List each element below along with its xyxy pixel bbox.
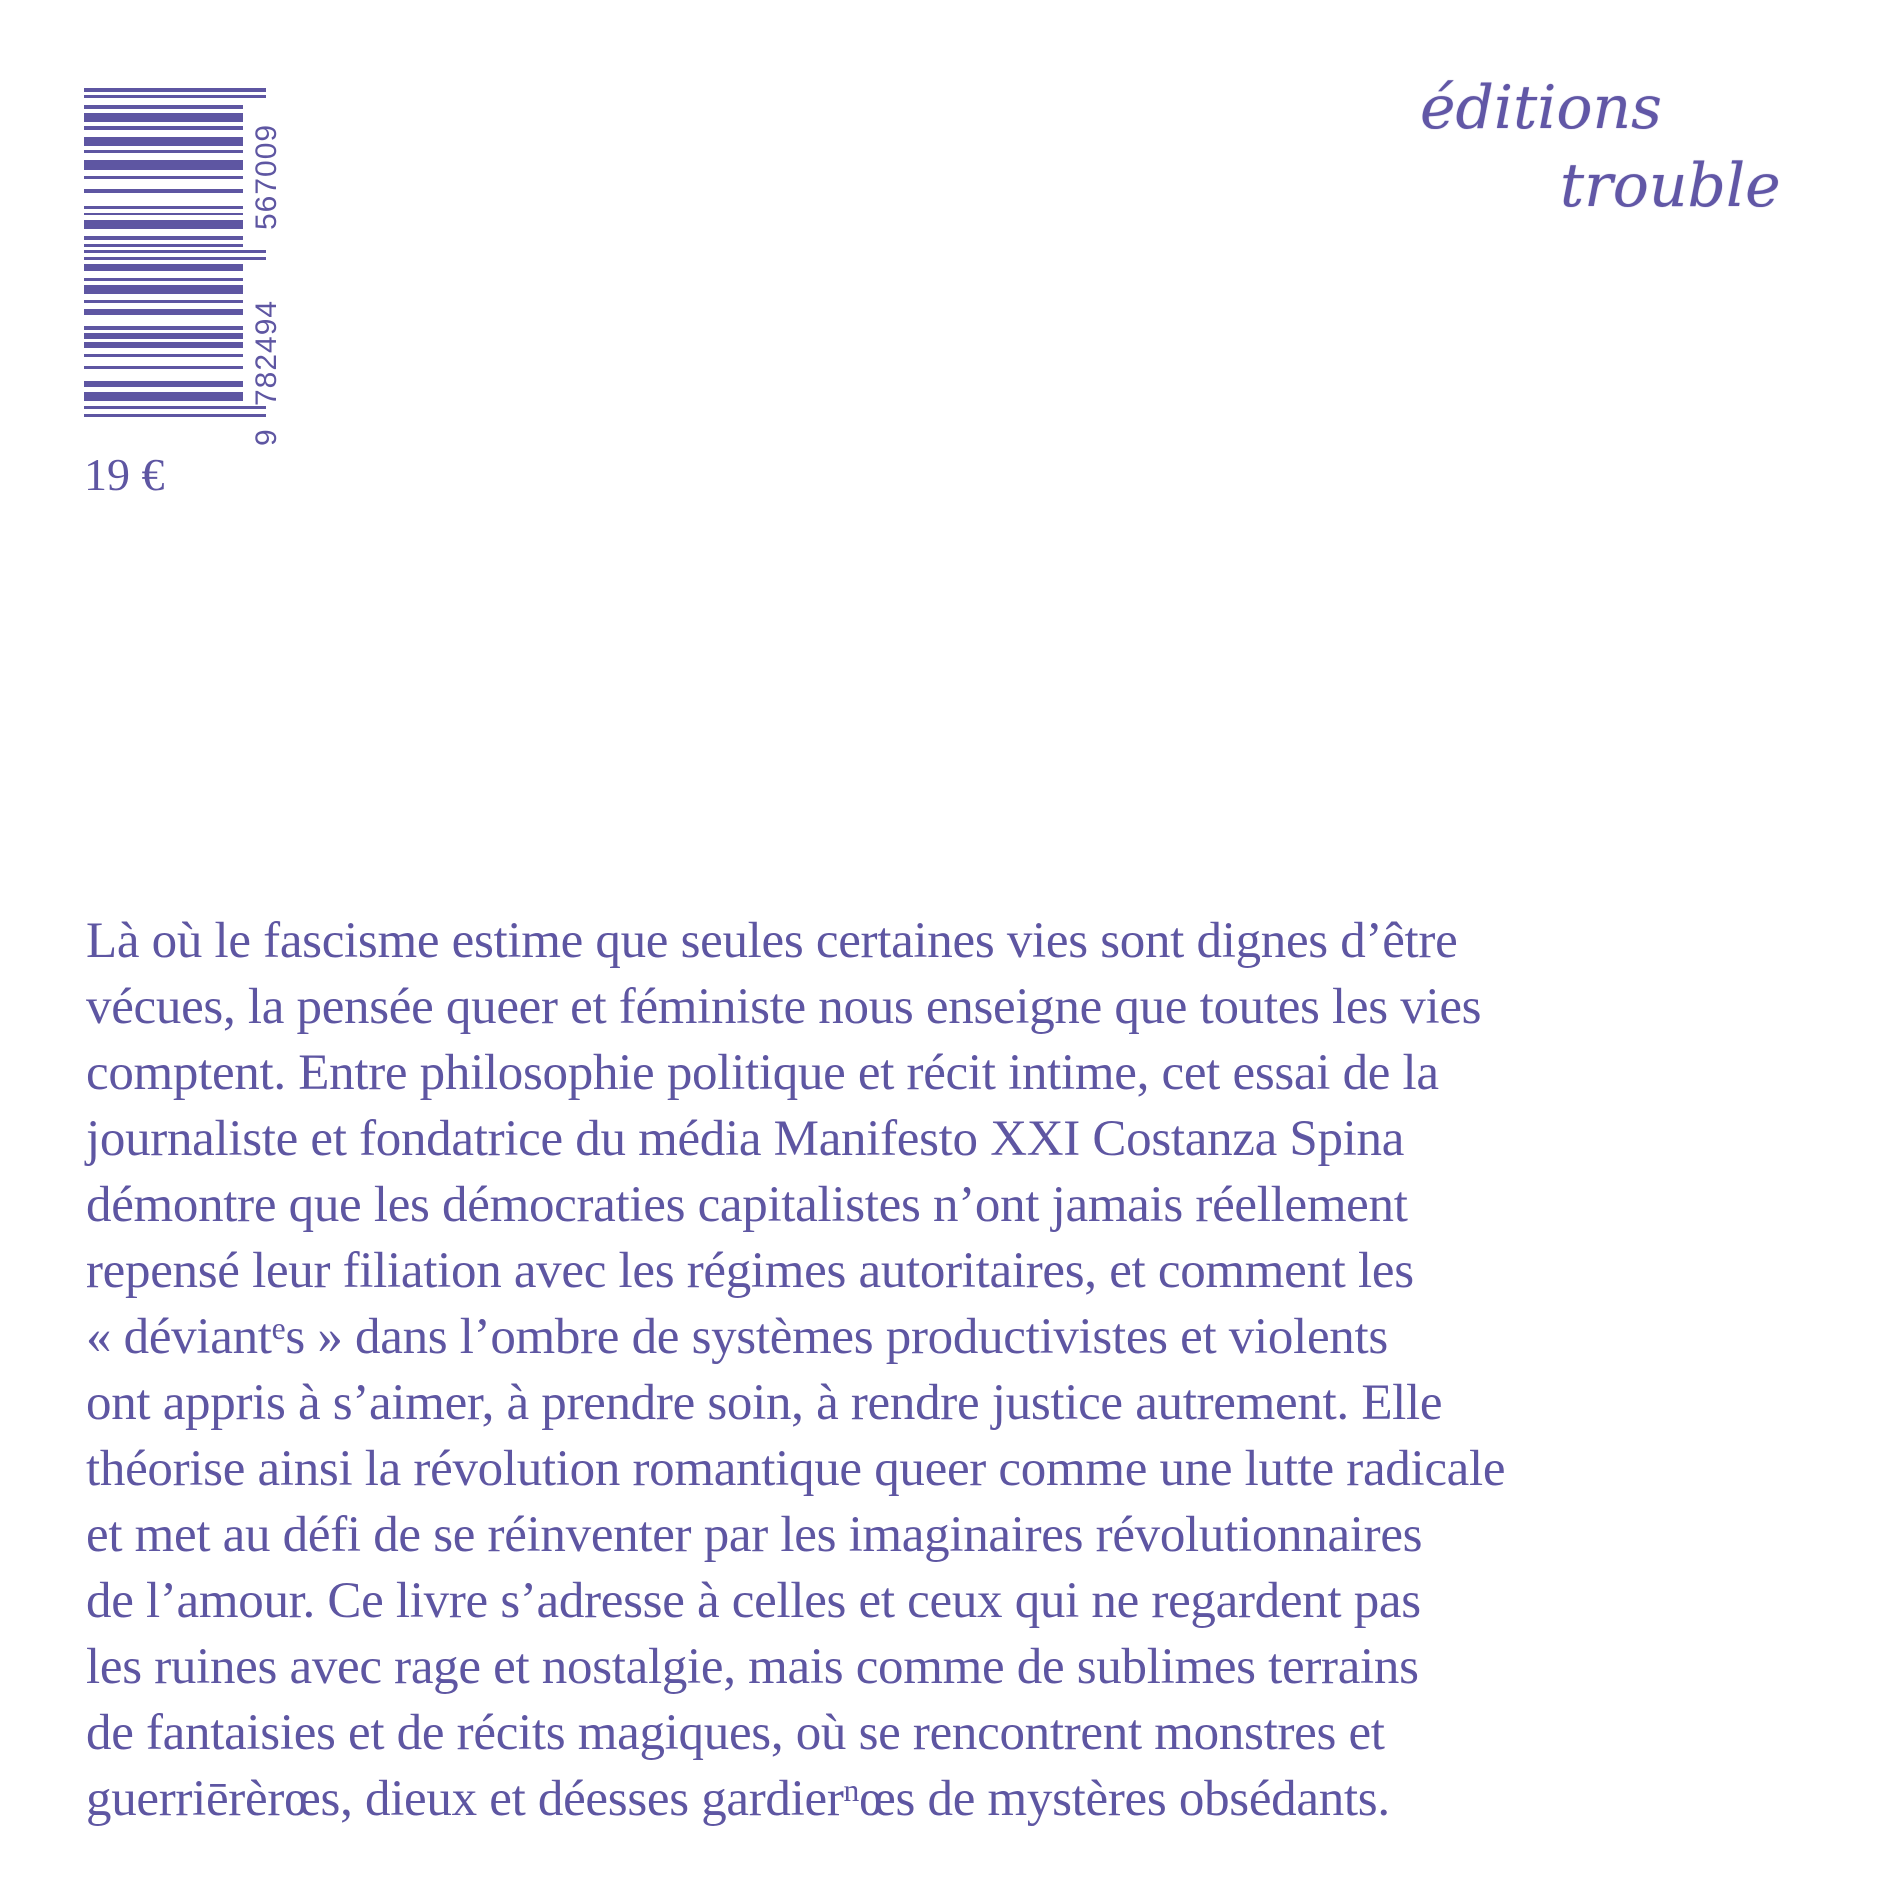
barcode-digits-group-2: 567009 [250,123,283,230]
blurb-text: œs de mystères obsédants. [859,1771,1390,1827]
publisher-logo-line-2: trouble [1560,151,1781,221]
blurb-line: journaliste et fondatrice du média Manifesto XXI Costanza Spina [86,1111,1405,1167]
blurb-text: guerriērèrœs, dieux et déesses gardier [86,1771,844,1827]
publisher-logo [1420,73,1781,221]
blurb-line: ont appris à s’aimer, à prendre soin, à rendre justice autrement. Elle [86,1375,1443,1431]
blurb-line: repensé leur filiation avec les régimes autoritaires, et comment les [86,1243,1414,1299]
blurb-line: de fantaisies et de récits magiques, où se rencontrent monstres et [86,1705,1385,1761]
blurb-line [86,1766,1846,1832]
blurb-line: les ruines avec rage et nostalgie, mais comme de sublimes terrains [86,1639,1419,1695]
blurb-line: Là où le fascisme estime que seules certaines vies sont dignes d’être [86,913,1458,969]
barcode-bars [84,88,270,418]
blurb-line: démontre que les démocraties capitalistes n’ont jamais réellement [86,1177,1408,1233]
blurb-line: vécues, la pensée queer et féministe nous enseigne que toutes les vies [86,979,1482,1035]
blurb-text: s » dans l’ombre de systèmes productivistes et violents [285,1309,1388,1365]
blurb-line: théorise ainsi la révolution romantique queer comme une lutte radicale [86,1441,1506,1497]
inclusive-superscript: e [271,1310,286,1346]
blurb-line: de l’amour. Ce livre s’adresse à celles et ceux qui ne regardent pas [86,1573,1421,1629]
barcode-digits-group-1: 782494 [250,299,283,406]
isbn-barcode [84,88,284,444]
price-label: 19 € [84,449,165,500]
barcode-digit-start: 9 [250,428,283,446]
publisher-logo-line-1: éditions [1420,73,1662,143]
blurb-line [86,1304,1846,1370]
blurb-line: comptent. Entre philosophie politique et récit intime, cet essai de la [86,1045,1439,1101]
blurb-line: et met au défi de se réinventer par les imaginaires révolutionnaires [86,1507,1423,1563]
inclusive-superscript: n [843,1772,860,1808]
back-cover-blurb [86,908,1846,1832]
blurb-text: « déviant [86,1309,272,1365]
